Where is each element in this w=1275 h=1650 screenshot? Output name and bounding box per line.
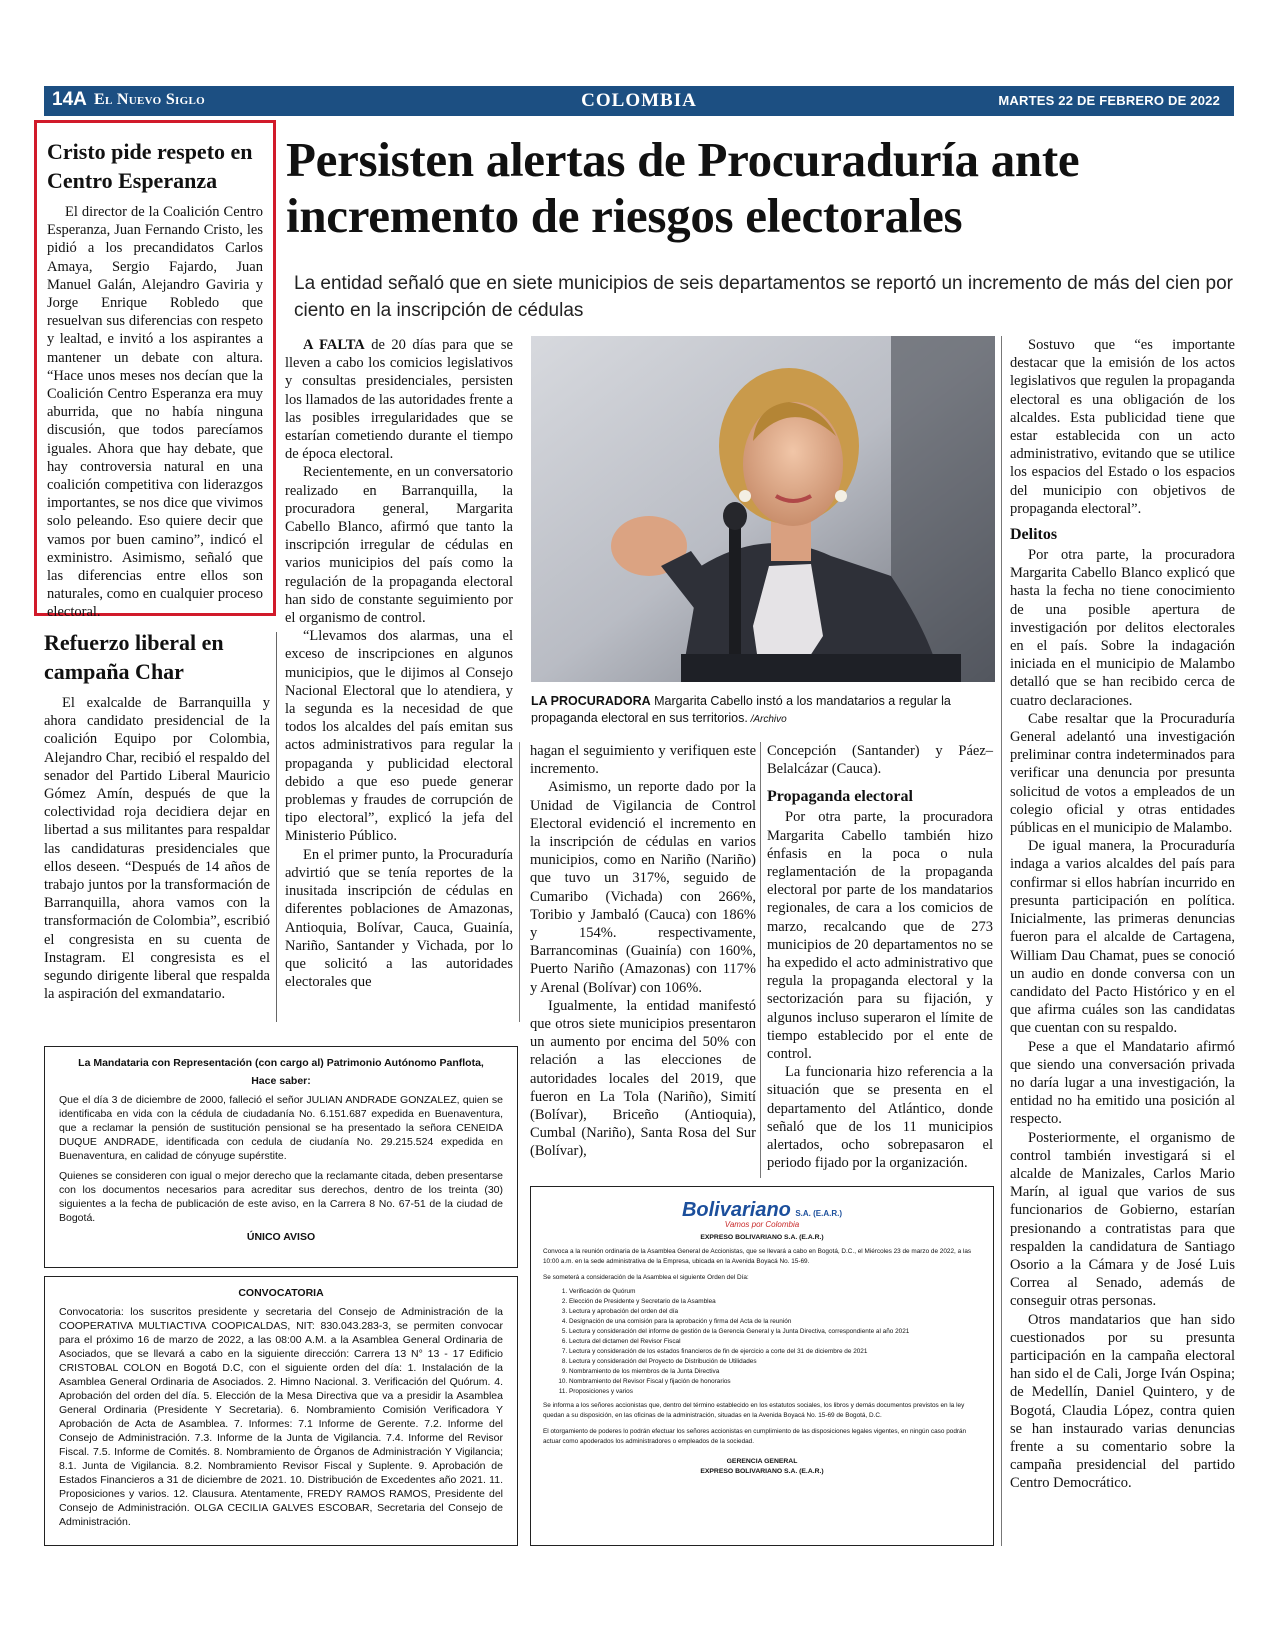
subheading-delitos: Delitos xyxy=(1010,526,1058,544)
article-paragraph: hagan el seguimiento y verifiquen este incremento. xyxy=(530,743,756,778)
brief-cristo-box xyxy=(34,120,276,621)
agenda-title: Se someterá a consideración de la Asamblea el siguiente Orden del Día: xyxy=(543,1274,749,1281)
agenda-item: 10. Nombramiento del Revisor Fiscal y fijación de honorarios xyxy=(569,1377,981,1387)
notice-paragraph: Que el día 3 de diciembre de 2000, falleció el señor JULIAN ANDRADE GONZALEZ, quien se identificaba en vida con la cédula de ciudadanía No. 6.151.687 expedida en Buenaventura, que a reclamar la pensión de sustitución pensional se ha presentado la señora CENEIDA DUQUE ANDRADE, identificada con cedula de ciudanía No. 29.215.524 expedida en Buenaventura, en calidad de cónyuge supérstite. xyxy=(59,1094,503,1162)
article-paragraph: La funcionaria hizo referencia a la situación que se presenta en el departamento del Atlántico, donde señaló que de los 11 municipios alertados, ocho sobrepasaron el periodo fijado por la organización. xyxy=(767,1064,993,1172)
agenda-item: 4. Designación de una comisión para la aprobación y firma del Acta de la reunión xyxy=(569,1317,981,1327)
legal-notice-pension xyxy=(44,1046,518,1268)
photo-caption xyxy=(531,693,995,728)
article-paragraph: Otros mandatarios que han sido cuestionados por su presunta participación en la campaña electoral han sido el de Cali, Jorge Iván Ospina; de Medellín, Daniel Quintero, y de Bogotá, Claudia López, contra quien se han instaurado varias denuncias frente a su comentario sobre la campaña presidencial del partido Centro Democrático. xyxy=(1010,1311,1235,1492)
article-paragraph: Cabe resaltar que la Procuraduría General adelantó una investigación preliminar contra indeterminados para verificar una denuncia por presunta solicitud de votos a empleados de un colegio oficial y otras entidades públicas en el municipio de Malambo. xyxy=(1010,710,1235,837)
section-name: COLOMBIA xyxy=(581,90,697,111)
article-paragraph: Por otra parte, la procuradora Margarita Cabello también hizo énfasis en la poca o nula reglamentación de la propaganda electoral por parte de los mandatarios regionales, de cara a los comicios de marzo, recalcando que de 273 municipios de 20 departamentos no se ha expedido el acto administrativo que regula la propaganda electoral y la sectorización para su fijación, y algunos incluso superaron el límite de tiempo establecido por el ente de control. xyxy=(767,809,993,1063)
agenda-list xyxy=(569,1287,981,1397)
brief-char-title: Refuerzo liberal en campaña Char xyxy=(44,630,224,684)
caption-credit: /Archivo xyxy=(747,714,787,725)
edition-date: MARTES 22 DE FEBRERO DE 2022 xyxy=(998,93,1220,108)
article-paragraph: Recientemente, en un conversatorio realizado en Barranquilla, la procuradora general, Margarita Cabello Blanco, afirmó que tanto la inscripción irregular de cédulas en varios municipios del país como la regulación de la propaganda electoral han sido de constante seguimiento por el organismo de control. xyxy=(285,464,513,627)
signature-title: GERENCIA GENERAL xyxy=(726,1458,798,1465)
caption-lead: LA PROCURADORA xyxy=(531,694,651,708)
article-column-1 xyxy=(285,336,513,991)
agenda-item: 6. Lectura del dictamen del Revisor Fiscal xyxy=(569,1337,981,1347)
article-paragraph: Igualmente, la entidad manifestó que otros siete municipios presentaron un aumento por encima del 50% con relación a las elecciones de autoridades locales del 2019, que fueron en La Tola (Nariño), Simití (Bolívar), Briceño (Antioquia), Cumbal (Nariño), Santa Rosa del Sur (Bolívar), xyxy=(530,997,756,1160)
brand-suffix: S.A. (E.A.R.) xyxy=(795,1209,843,1218)
article-subhead: La entidad señaló que en siete municipios de seis departamentos se reportó un incremento de más del cien por ciento en la inscripción de cédulas xyxy=(294,273,1233,321)
notice-subtitle: Hace saber: xyxy=(251,1075,311,1087)
column-divider xyxy=(519,742,520,1022)
article-column-2 xyxy=(530,742,756,1161)
newspaper-name: El Nuevo Siglo xyxy=(94,91,205,108)
column-divider xyxy=(760,742,761,1178)
bolivariano-logo xyxy=(543,1199,981,1229)
procuradora-photo xyxy=(531,336,995,682)
page-number: 14A xyxy=(52,89,87,110)
agenda-item: 2. Elección de Presidente y Secretario de la Asamblea xyxy=(569,1297,981,1307)
subheading-propaganda: Propaganda electoral xyxy=(767,788,913,806)
brief-cristo-title: Cristo pide respeto en Centro Esperanza xyxy=(47,139,253,193)
agenda-item: 7. Lectura y consideración de los estados financieros de fin de ejercicio a corte del 31 de diciembre de 2021 xyxy=(569,1347,981,1357)
agenda-item: 9. Nombramiento de los miembros de la Junta Directiva xyxy=(569,1367,981,1377)
article-paragraph: Posteriormente, el organismo de control también investigará si el alcalde de Manizales, Carlos Mario Marín, al igual que varios de sus funcionarios de Gobierno, estarían presionando a contratistas para que respalden la candidatura de Santiago Osorio a la Cámara y de José Luis Correa al Senado, además de conseguir otras personas. xyxy=(1010,1129,1235,1310)
agenda-item: 11. Proposiciones y varios xyxy=(569,1387,981,1397)
article-paragraph: En el primer punto, la Procuraduría advirtió que se tenía reportes de la inusitada inscripción de cédulas en diferentes poblaciones de Amazonas, Antioquia, Bolívar, Cauca, Guainía, Nariño, Santander y Vichada, por lo que solicitó a las autoridades electorales que xyxy=(285,846,513,991)
article-paragraph: A FALTA de 20 días para que se lleven a cabo los comicios legislativos y consultas presidenciales, persisten los llamados de las autoridades frente a las posibles irregularidades que se estarían cometiendo durante el tiempo de época electoral. xyxy=(285,337,513,463)
notice-paragraph: Quienes se consideren con igual o mejor derecho que la reclamante citada, deben presentarse con los documentos necesarios para acreditar sus derechos, dentro de los treinta (30) siguientes a la fecha de publicación de este aviso, en la Carrera 8 No. 67-51 de la ciudad de Bogotá. xyxy=(59,1170,503,1224)
brand-name: Bolivariano xyxy=(681,1199,791,1221)
article-paragraph: Sostuvo que “es importante destacar que la emisión de los actos legislativos que regulen la propaganda electoral es una obligación de los alcaldes. Esta publicidad tiene que estar establecida con un acto administrativo, evitando que se utilice los espacios del Estado o los espacios del municipio con objetivos de propaganda electoral”. xyxy=(1010,337,1235,517)
notice-paragraph: Convoca a la reunión ordinaria de la Asamblea General de Accionistas, que se llevará a cabo en Bogotá, D.C., el Miércoles 23 de marzo de 2022, a las 10:00 a.m. en la sede administrativa de la Empresa, ubicada en la Avenida Boyacá No. 15-69. xyxy=(543,1248,972,1265)
agenda-item: 1. Verificación de Quórum xyxy=(569,1287,981,1297)
section-header-bar xyxy=(44,86,1234,116)
agenda-item: 3. Lectura y aprobación del orden del día xyxy=(569,1307,981,1317)
article-paragraph: “Llevamos dos alarmas, una el exceso de inscripciones en algunos municipios, que le dijimos al Consejo Nacional Electoral que lo atendiera, y la segunda es la necesidad de que todos los alcaldes del país emitan sus actos administrativos para regular la propaganda y publicidad electoral debido a que eso puede generar problemas y fraudes de corrupción de tipo electoral”, explicó la jefa del Ministerio Público. xyxy=(285,628,513,845)
brief-char xyxy=(44,628,270,1003)
agenda-item: 5. Lectura y consideración del informe de gestión de la Gerencia General y la Junta Directiva, correspondiente al año 2021 xyxy=(569,1327,981,1337)
notice-paragraph: Se informa a los señores accionistas que, dentro del término establecido en los estatutos sociales, los libros y demás documentos previstos en la ley quedan a su disposición, en las oficinas de la administración, situadas en la Avenida Boyacá No. 15-69 de Bogotá, D.C. xyxy=(543,1402,965,1419)
article-paragraph: Pese a que el Mandatario afirmó que siendo una conversación privada no daría lugar a una investigación, la entidad no ha emitido una posición al respecto. xyxy=(1010,1038,1235,1128)
article-column-3 xyxy=(767,742,993,1172)
column-divider xyxy=(276,632,277,1022)
brief-cristo-body: El director de la Coalición Centro Esperanza, Juan Fernando Cristo, les pidió a los precandidatos Carlos Amaya, Sergio Fajardo, Juan Manuel Galán, Alejandro Gaviria y Jorge Enrique Robledo que resuelvan sus diferencias con respeto y lealtad, e invitó a los aspirantes a mantener un debate con altura. “Hace unos meses nos decían que la Coalición Centro Esperanza era muy aburrida, que no había ninguna discusión, que todos parecíamos iguales. Ahora que hay debate, que hay controversia natural en una coalición competitiva con liderazgos importantes, se nos dice que vivimos solo peleando. Eso quiere decir que vamos por buen camino”, indicó el exministro. Asimismo, señaló que las diferencias entre ellos son naturales, como en cualquier proceso electoral. xyxy=(47,204,263,621)
article-headline: Persisten alertas de Procuraduría ante incremento de riesgos electorales xyxy=(286,132,1080,243)
article-column-4 xyxy=(1010,336,1235,1493)
notice-paragraph: El otorgamiento de poderes lo podrán efectuar los señores accionistas en cumplimiento de las disposiciones legales vigentes, en ningún caso podrán actuar como apoderados los administradores o empleados de la sociedad. xyxy=(543,1428,967,1445)
article-paragraph: Asimismo, un reporte dado por la Unidad de Vigilancia de Control Electoral evidenció el incremento en la inscripción de cédulas en varios municipios, como en Nariño (Nariño) que tuvo un 317%, seguido de Cumaribo (Vichada) con 266%, Toribio y Jambaló (Cauca) con 186% y 154%. respectivamente, Barrancominas (Guainía) con 160%, Puerto Nariño (Amazonas) con 117% y Arenal (Bolívar) con 106%. xyxy=(530,779,756,996)
brief-char-body: El exalcalde de Barranquilla y ahora candidato presidencial de la coalición Equipo por Colombia, Alejandro Char, recibió el respaldo del senador del Partido Liberal Mauricio Gómez Amín, después de que la colectividad roja decidiera dejar en libertad a sus militantes para respaldar las candidaturas presidenciales que ellos deseen. “Después de 14 años de trabajo juntos por la transformación de Barranquilla, ahora vamos con la transformación de Colombia”, escribió el congresista en su cuenta de Instagram. El congresista es el segundo dirigente liberal que respalda la aspiración del exmandatario. xyxy=(44,695,270,1003)
bolivariano-assembly-notice xyxy=(530,1186,994,1546)
company-name: EXPRESO BOLIVARIANO S.A. (E.A.R.) xyxy=(700,1234,824,1241)
notice-paragraph: Convocatoria: los suscritos presidente y secretaria del Consejo de Administración de la COOPERATIVA MULTIACTIVA COOPICALDAS, NIT: 830.043.283-3, se permiten convocar para el próximo 16 de marzo de 2022, a las 08:00 A.M. a la Asamblea General Ordinaria de Asociados, que se llevará a cabo en la siguiente dirección: Carrera 13 N° 13 - 17 Edificio CRISTOBAL COLON en Bogotá D.C, con el siguiente orden del día: 1. Instalación de la Asamblea General Ordinaria de Asociados. 2. Himno Nacional. 3. Verificación del Quórum. 4. Aprobación del orden del día. 5. Elección de la Mesa Directiva que va a presidir la Asamblea General Ordinaria (Presidente Y Secretaria). 6. Nombramiento Comisión Verificadora Y Aprobación de Acta de Asamblea. 7. Informes: 7.1 Informe de Gerente. 7.2. Informe del Consejo de Administración. 7.3. Informe de la Junta de Vigilancia. 7.4. Informe del Revisor Fiscal. 7.5. Informe de Comités. 8. Nombramiento de Órganos de Administración Y Vigilancia; 8.1. Junta de Vigilancia. 8.2. Nombramiento Revisor Fiscal y Suplente. 9. Aprobación de Estados Financieros a 31 de diciembre de 2021. 10. Distribución de Excedentes año 2021. 11. Proposiciones y varios. 12. Clausura. Atentamente, FREDY RAMOS RAMOS, Presidente del Consejo de Administración. OLGA CECILIA GALVES ESCOBAR, Secretaria del Consejo de Administración. xyxy=(59,1306,503,1528)
lead-word: A FALTA xyxy=(303,337,365,353)
article-paragraph: De igual manera, la Procuraduría indaga a varios alcaldes del país para confirmar si ellos habrían incurrido en presunta participación en política. Inicialmente, las primeras denuncias fueron para el alcalde de Cartagena, William Dau Chamat, pues se conoció un audio en donde conversa con un candidato del Pacto Histórico y en el que afirma cuáles son las candidatas que cuentan con su respaldo. xyxy=(1010,838,1235,1037)
notice-title: CONVOCATORIA xyxy=(238,1287,324,1299)
brand-tagline: Vamos por Colombia xyxy=(724,1220,800,1229)
article-paragraph: Por otra parte, la procuradora Margarita Cabello Blanco explicó que hasta la fecha no tiene conocimiento de una posible apertura de investigación por delitos electorales en el país. Sobre la indagación iniciada en el municipio de Malambo detalló que se han recibido cerca de cuatro declaraciones. xyxy=(1010,547,1235,709)
signature-company: EXPRESO BOLIVARIANO S.A. (E.A.R.) xyxy=(700,1468,824,1475)
legal-notice-convocatoria xyxy=(44,1276,518,1546)
photo-illustration xyxy=(531,336,995,682)
notice-title: La Mandataria con Representación (con cargo al) Patrimonio Autónomo Panflota, xyxy=(78,1057,484,1069)
notice-footer: ÚNICO AVISO xyxy=(246,1231,316,1243)
column-divider xyxy=(1001,336,1002,1546)
caption-text: Margarita Cabello instó a los mandatarios a regular la propaganda electoral en sus territorios. xyxy=(531,694,951,725)
article-paragraph: Concepción (Santander) y Páez–Belalcázar (Cauca). xyxy=(767,743,993,778)
agenda-item: 8. Lectura y consideración del Proyecto de Distribución de Utilidades xyxy=(569,1357,981,1367)
